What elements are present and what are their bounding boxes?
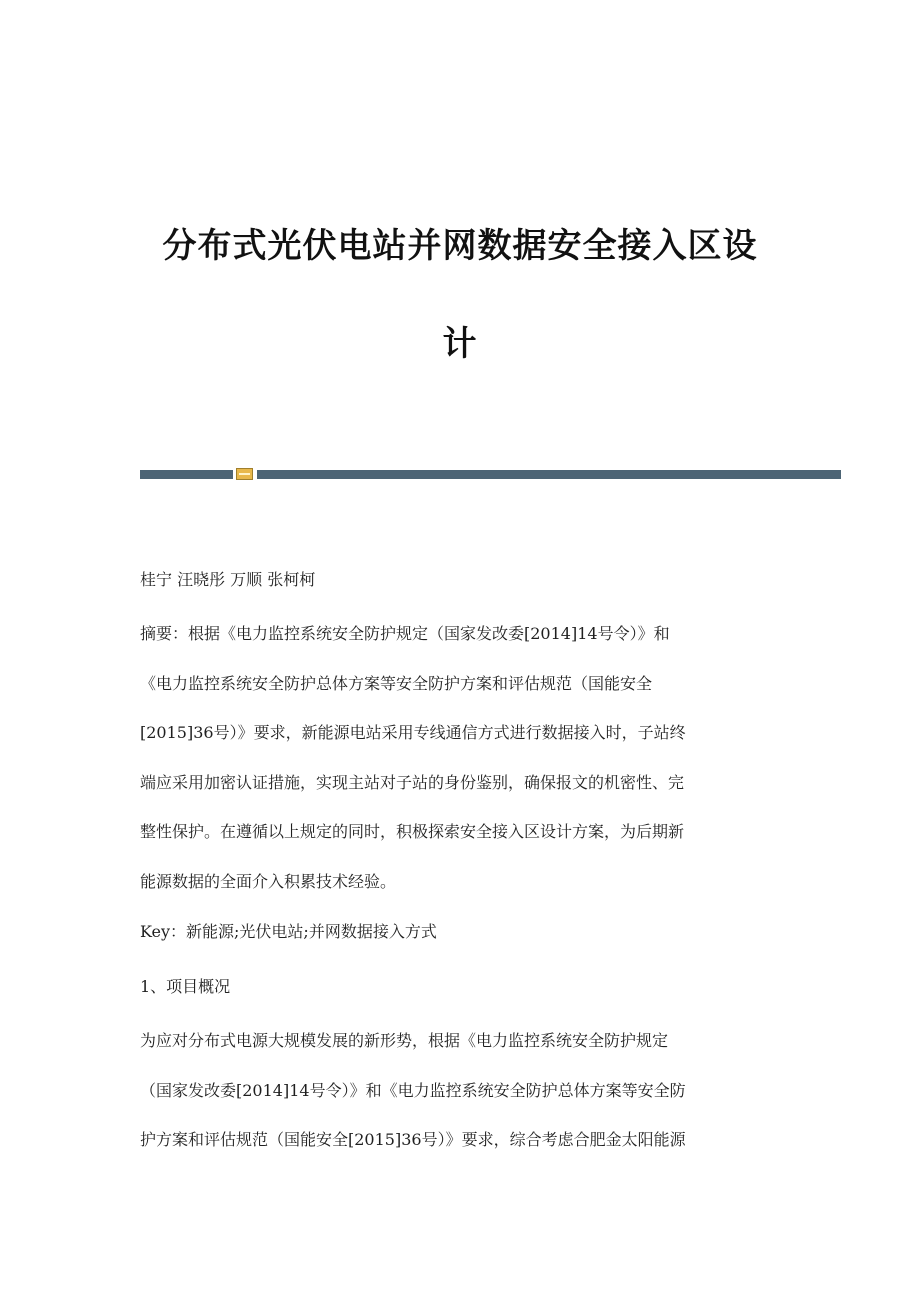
title-divider-left: [140, 470, 233, 479]
body-paragraph: [140, 1016, 780, 1165]
abstract-line: 端应采用加密认证措施，实现主站对子站的身份鉴别，确保报文的机密性、完: [140, 772, 685, 792]
abstract: [140, 609, 780, 906]
author-list: [140, 555, 780, 605]
body-line: 护方案和评估规范（国能安全[2015]36号）》要求，综合考虑合肥金太阳能源: [140, 1130, 686, 1149]
author-names: 桂宁 汪晓彤 万顺 张柯柯: [140, 570, 316, 589]
document-title-line-2: 计: [442, 324, 478, 364]
body-line: 为应对分布式电源大规模发展的新形势，根据《电力监控系统安全防护规定: [140, 1031, 669, 1050]
body-line: （国家发改委[2014]14号令）》和《电力监控系统安全防护总体方案等安全防: [140, 1080, 686, 1100]
abstract-line: 摘要：根据《电力监控系统安全防护规定（国家发改委[2014]14号令）》和: [140, 624, 670, 643]
section-heading-text: 1、项目概况: [140, 977, 231, 996]
keywords: [140, 907, 780, 957]
keywords-text: Key：新能源;光伏电站;并网数据接入方式: [140, 922, 437, 941]
abstract-line: 《电力监控系统安全防护总体方案等安全防护方案和评估规范（国能安全: [140, 673, 653, 693]
abstract-line: [2015]36号）》要求，新能源电站采用专线通信方式进行数据接入时，子站终: [140, 723, 686, 742]
section-heading: [140, 962, 780, 1012]
abstract-line: 整性保护。在遵循以上规定的同时，积极探索安全接入区设计方案，为后期新: [140, 822, 685, 841]
divider-marker-icon: [236, 468, 253, 480]
document-title-line-1: 分布式光伏电站并网数据安全接入区设: [162, 226, 758, 266]
abstract-line: 能源数据的全面介入积累技术经验。: [140, 871, 397, 891]
title-divider-right: [257, 470, 841, 479]
